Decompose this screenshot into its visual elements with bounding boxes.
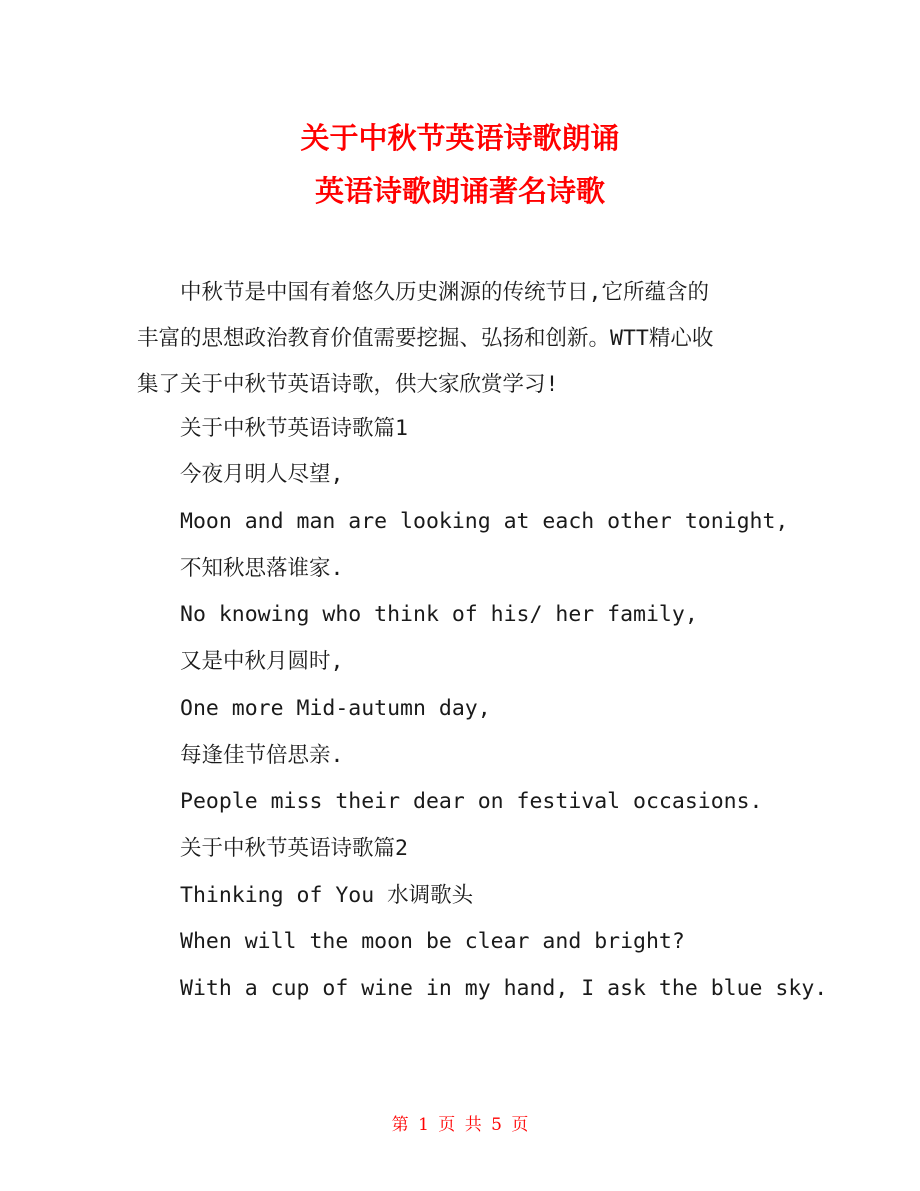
- page-number: 第 1 页 共 5 页: [391, 1115, 529, 1135]
- poem-line: 今夜月明人尽望,: [180, 462, 344, 487]
- poem-section-heading-2: 关于中秋节英语诗歌篇2: [180, 836, 408, 861]
- intro-paragraph-line-3: 集了关于中秋节英语诗歌，供大家欣赏学习!: [137, 372, 559, 397]
- poem-line: 又是中秋月圆时,: [180, 649, 344, 674]
- intro-paragraph-line-2: 丰富的思想政治教育价值需要挖掘、弘扬和创新。WTT精心收: [137, 326, 714, 351]
- poem-line: When will the moon be clear and bright?: [180, 929, 685, 954]
- poem-line: 每逢佳节倍思亲.: [180, 743, 344, 768]
- intro-paragraph-line-1: 中秋节是中国有着悠久历史渊源的传统节日,它所蕴含的: [137, 280, 709, 305]
- poem-line: Moon and man are looking at each other tonight,: [180, 509, 789, 534]
- poem-line: No knowing who think of his/ her family,: [180, 602, 698, 627]
- poem-line: 不知秋思落谁家.: [180, 556, 344, 581]
- document-title: 关于中秋节英语诗歌朗诵: [300, 121, 620, 155]
- poem-line: With a cup of wine in my hand, I ask the blue sky.: [180, 976, 828, 1001]
- poem-line: People miss their dear on festival occasions.: [180, 789, 763, 814]
- document-subtitle: 英语诗歌朗诵著名诗歌: [314, 174, 605, 208]
- poem-line: One more Mid-autumn day,: [180, 696, 491, 721]
- poem-section-heading-1: 关于中秋节英语诗歌篇1: [180, 416, 408, 441]
- poem-line: Thinking of You 水调歌头: [180, 883, 474, 908]
